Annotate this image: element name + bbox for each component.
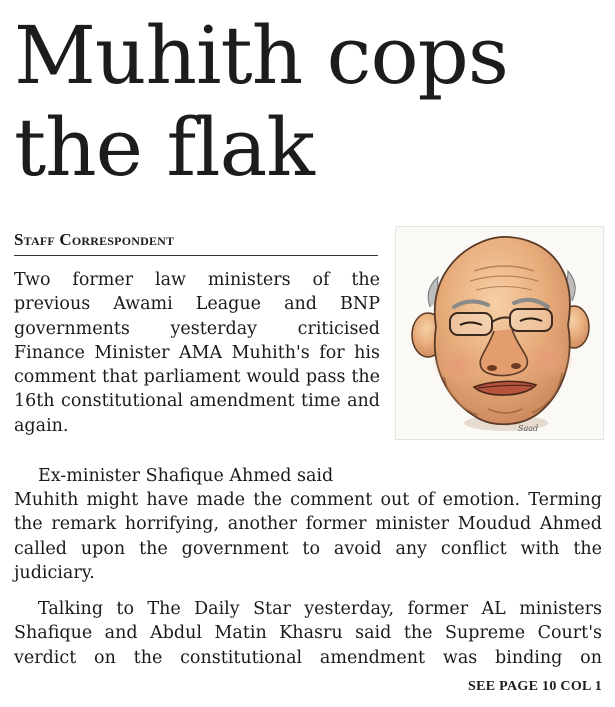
caricature-icon	[396, 227, 603, 439]
headline: Muhith cops the flak	[14, 9, 508, 194]
paragraph-2-continued: Muhith might have made the comment out of emotion. Terming the remark horrifying, another former minister Moudud Ahmed called upon the government to avoid any conflict with the judiciary.	[14, 490, 602, 583]
jump-line[interactable]: SEE PAGE 10 COL 1	[468, 679, 602, 694]
artist-signature: Saad	[518, 424, 539, 433]
byline: Staff Correspondent	[14, 230, 175, 249]
paragraph-2-first-line: Ex-minister Shafique Ahmed said	[38, 466, 334, 486]
paragraph-1: Two former law ministers of the previous Awami League and BNP governments yesterday criticised Finance Minister AMA Muhith's for his comment that parliament would pass the 16th constitutional amendment time and again.	[14, 270, 380, 436]
caricature-image	[395, 226, 604, 440]
paragraph-3: Talking to The Daily Star yesterday, former AL ministers Shafique and Abdul Matin Khasru said the Supreme Court's verdict on the constitutional amendment was binding on	[14, 599, 602, 668]
byline-rule	[14, 255, 378, 256]
